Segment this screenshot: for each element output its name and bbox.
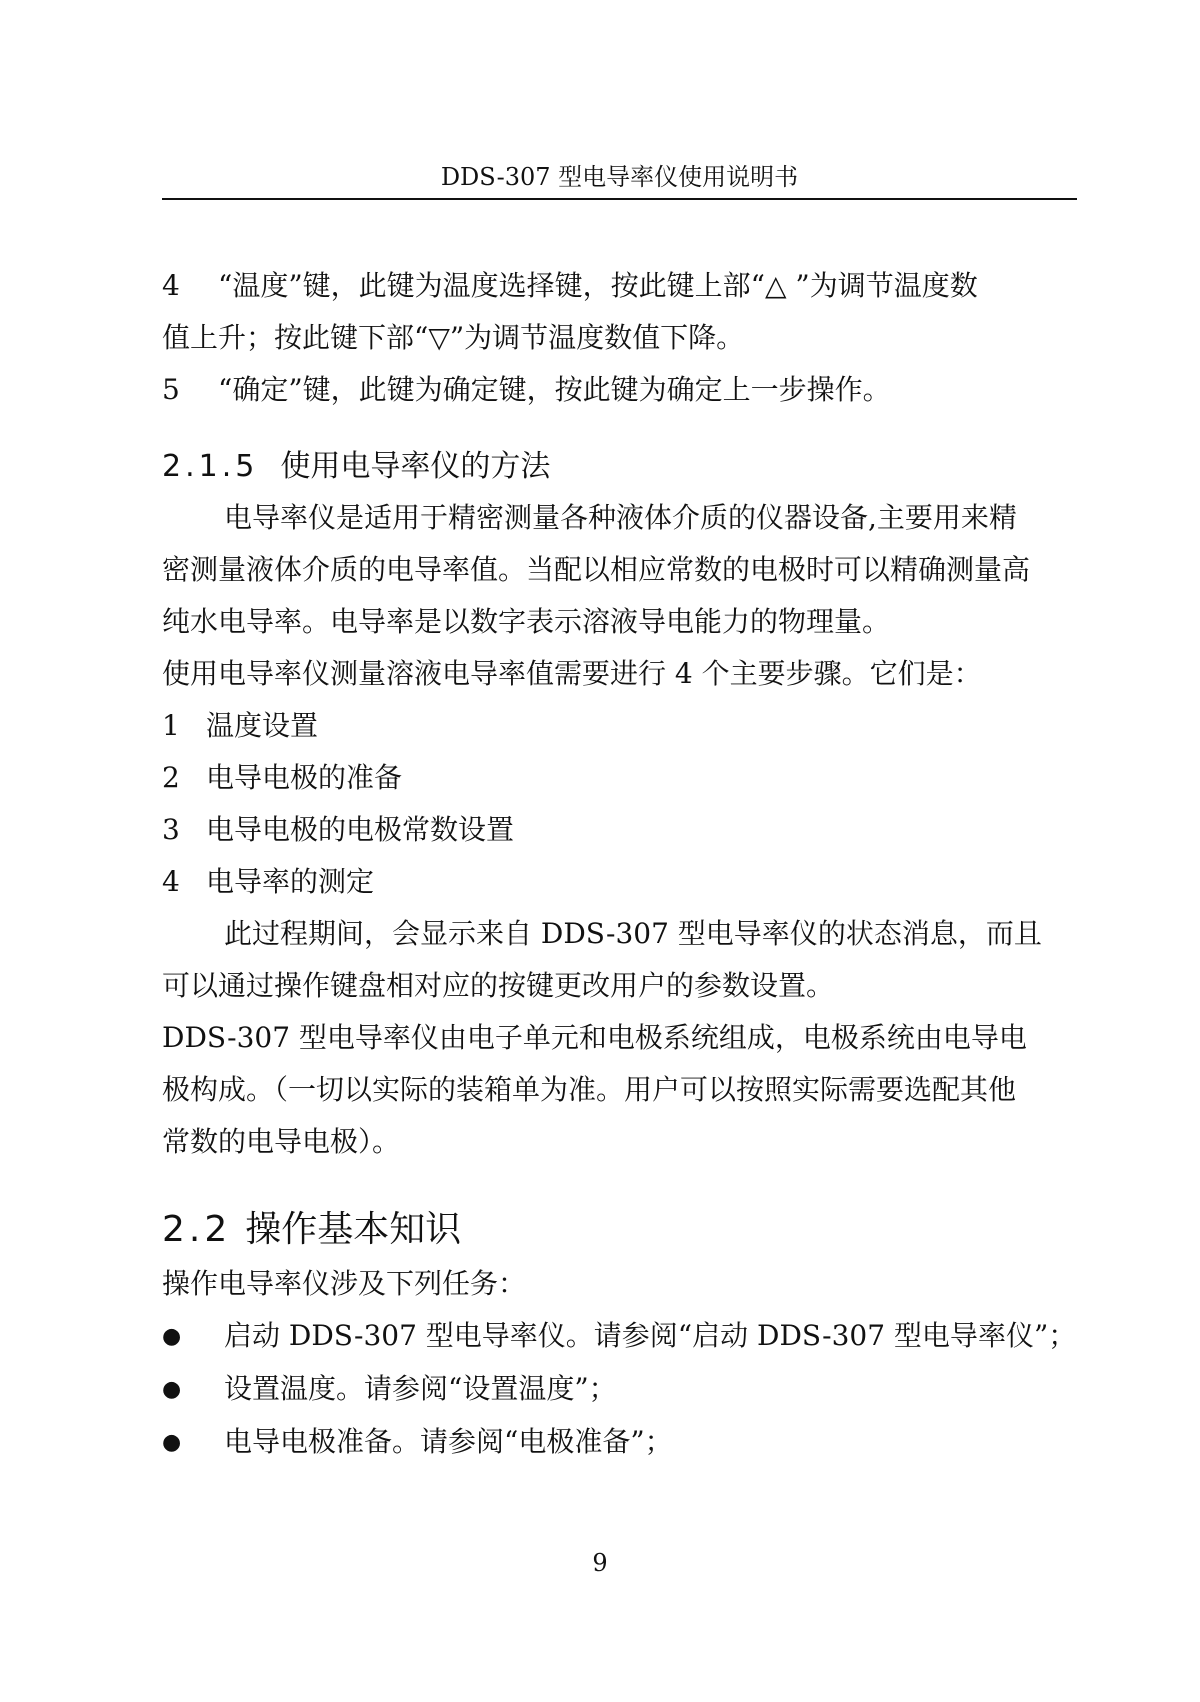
paragraph-line: 纯水电导率。电导率是以数字表示溶液导电能力的物理量。 (162, 605, 891, 638)
page-content (162, 260, 1082, 1469)
step-item (162, 856, 1082, 908)
running-header: DDS-307 型电导率仪使用说明书 (440, 163, 799, 191)
step-number: 3 (162, 813, 180, 846)
task-text: 设置温度。请参阅“设置温度”； (224, 1372, 617, 1405)
paragraph-line: 密测量液体介质的电导率值。当配以相应常数的电极时可以精确测量高 (162, 553, 1031, 586)
paragraph-line: 此过程期间，会显示来自 DDS-307 型电导率仪的状态消息，而且 (224, 917, 1042, 950)
task-item (162, 1416, 1082, 1469)
key-text: “温度”键，此键为温度选择键，按此键上部“△ ”为调节温度数 (218, 269, 978, 302)
key-item-4 (162, 260, 1082, 312)
tasks-intro: 操作电导率仪涉及下列任务： (162, 1267, 527, 1300)
paragraph-line: 常数的电导电极）。 (162, 1125, 401, 1158)
bullet-icon: ● (162, 1324, 182, 1349)
step-number: 1 (162, 709, 180, 742)
paragraph-status (162, 908, 1082, 1012)
task-item (162, 1363, 1082, 1416)
page-number: 9 (592, 1549, 608, 1577)
section-title: 使用电导率仪的方法 (280, 449, 551, 484)
header-rule (162, 198, 1077, 200)
section-number: 2.2 (162, 1209, 232, 1250)
section-title: 操作基本知识 (245, 1209, 462, 1250)
bullet-icon: ● (162, 1430, 182, 1455)
task-item (162, 1310, 1082, 1363)
paragraph-intro (162, 492, 1082, 648)
step-number: 2 (162, 761, 180, 794)
section-number: 2.1.5 (162, 449, 259, 484)
paragraph-line: 可以通过操作键盘相对应的按键更改用户的参数设置。 (162, 969, 835, 1002)
step-item (162, 700, 1082, 752)
section-heading-2-2 (162, 1202, 1082, 1258)
step-text: 温度设置 (206, 709, 319, 742)
paragraph-line: DDS-307 型电导率仪由电子单元和电极系统组成，电极系统由电导电 (162, 1021, 1027, 1054)
task-text: 电导电极准备。请参阅“电极准备”； (224, 1425, 673, 1458)
task-text: 启动 DDS-307 型电导率仪。请参阅“启动 DDS-307 型电导率仪”； (224, 1319, 1077, 1352)
key-number: 4 (162, 269, 180, 302)
steps-list (162, 700, 1082, 908)
section-heading-2-1-5 (162, 442, 1082, 492)
paragraph-line: 极构成。（一切以实际的装箱单为准。用户可以按照实际需要选配其他 (162, 1073, 1017, 1106)
steps-intro: 使用电导率仪测量溶液电导率值需要进行 4 个主要步骤。它们是： (162, 657, 982, 690)
paragraph-composition (162, 1012, 1082, 1168)
bullet-icon: ● (162, 1377, 182, 1402)
step-text: 电导率的测定 (206, 865, 375, 898)
step-item (162, 752, 1082, 804)
step-number: 4 (162, 865, 180, 898)
key-text: “确定”键，此键为确定键，按此键为确定上一步操作。 (218, 373, 891, 406)
step-text: 电导电极的电极常数设置 (206, 813, 515, 846)
step-text: 电导电极的准备 (206, 761, 403, 794)
paragraph-line: 电导率仪是适用于精密测量各种液体介质的仪器设备,主要用来精 (224, 501, 1017, 534)
key-item-5 (162, 364, 1082, 416)
key-item-4-continuation: 值上升；按此键下部“▽”为调节温度数值下降。 (162, 321, 745, 354)
tasks-list (162, 1310, 1082, 1469)
key-number: 5 (162, 373, 180, 406)
step-item (162, 804, 1082, 856)
